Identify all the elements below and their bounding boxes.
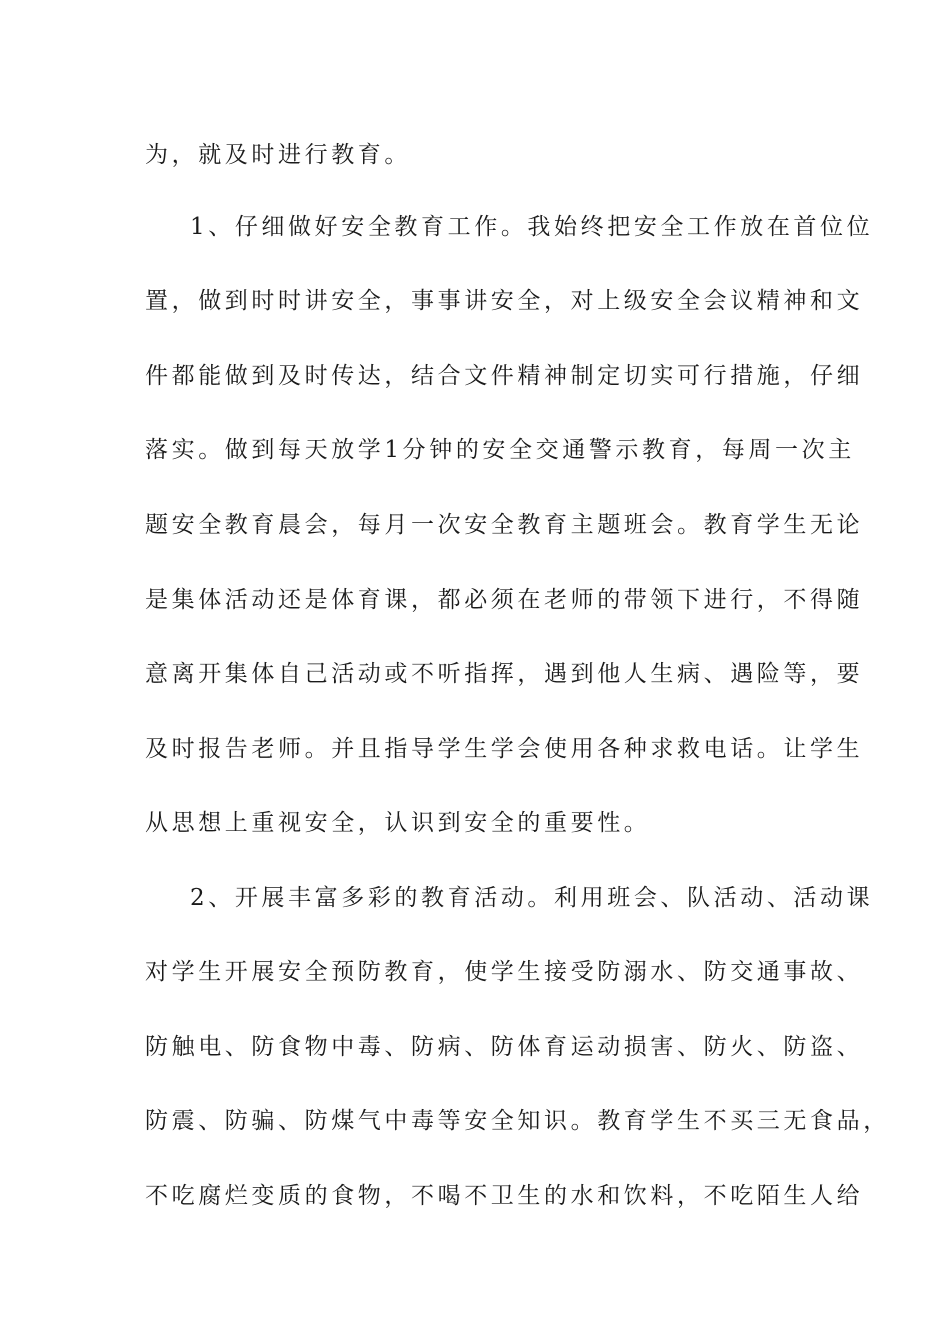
text-line: 从思想上重视安全，认识到安全的重要性。 (145, 810, 651, 836)
text-line: 件都能做到及时传达，结合文件精神制定切实可行措施，仔细 (145, 363, 864, 389)
text-line: 落实。做到每天放学1分钟的安全交通警示教育，每周一次主 (145, 437, 855, 463)
text-line: 防震、防骗、防煤气中毒等安全知识。教育学生不买三无食品， (145, 1108, 890, 1134)
paragraph-2-first-line: 2、开展丰富多彩的教育活动。利用班会、队活动、活动课 (190, 885, 874, 911)
text-line: 置，做到时时讲安全，事事讲安全，对上级安全会议精神和文 (145, 288, 864, 314)
text-line: 意离开集体自己活动或不听指挥，遇到他人生病、遇险等，要 (145, 661, 864, 687)
paragraph-1-first-line: 1、仔细做好安全教育工作。我始终把安全工作放在首位位 (190, 214, 874, 240)
text-line: 及时报告老师。并且指导学生学会使用各种求救电话。让学生 (145, 736, 864, 762)
text-line: 防触电、防食物中毒、防病、防体育运动损害、防火、防盗、 (145, 1034, 864, 1060)
text-line: 不吃腐烂变质的食物，不喝不卫生的水和饮料，不吃陌生人给 (145, 1183, 864, 1209)
text-line: 对学生开展安全预防教育，使学生接受防溺水、防交通事故、 (145, 959, 864, 985)
text-line: 题安全教育晨会，每月一次安全教育主题班会。教育学生无论 (145, 512, 864, 538)
text-line: 是集体活动还是体育课，都必须在老师的带领下进行，不得随 (145, 587, 864, 613)
text-line: 为，就及时进行教育。 (145, 142, 411, 168)
